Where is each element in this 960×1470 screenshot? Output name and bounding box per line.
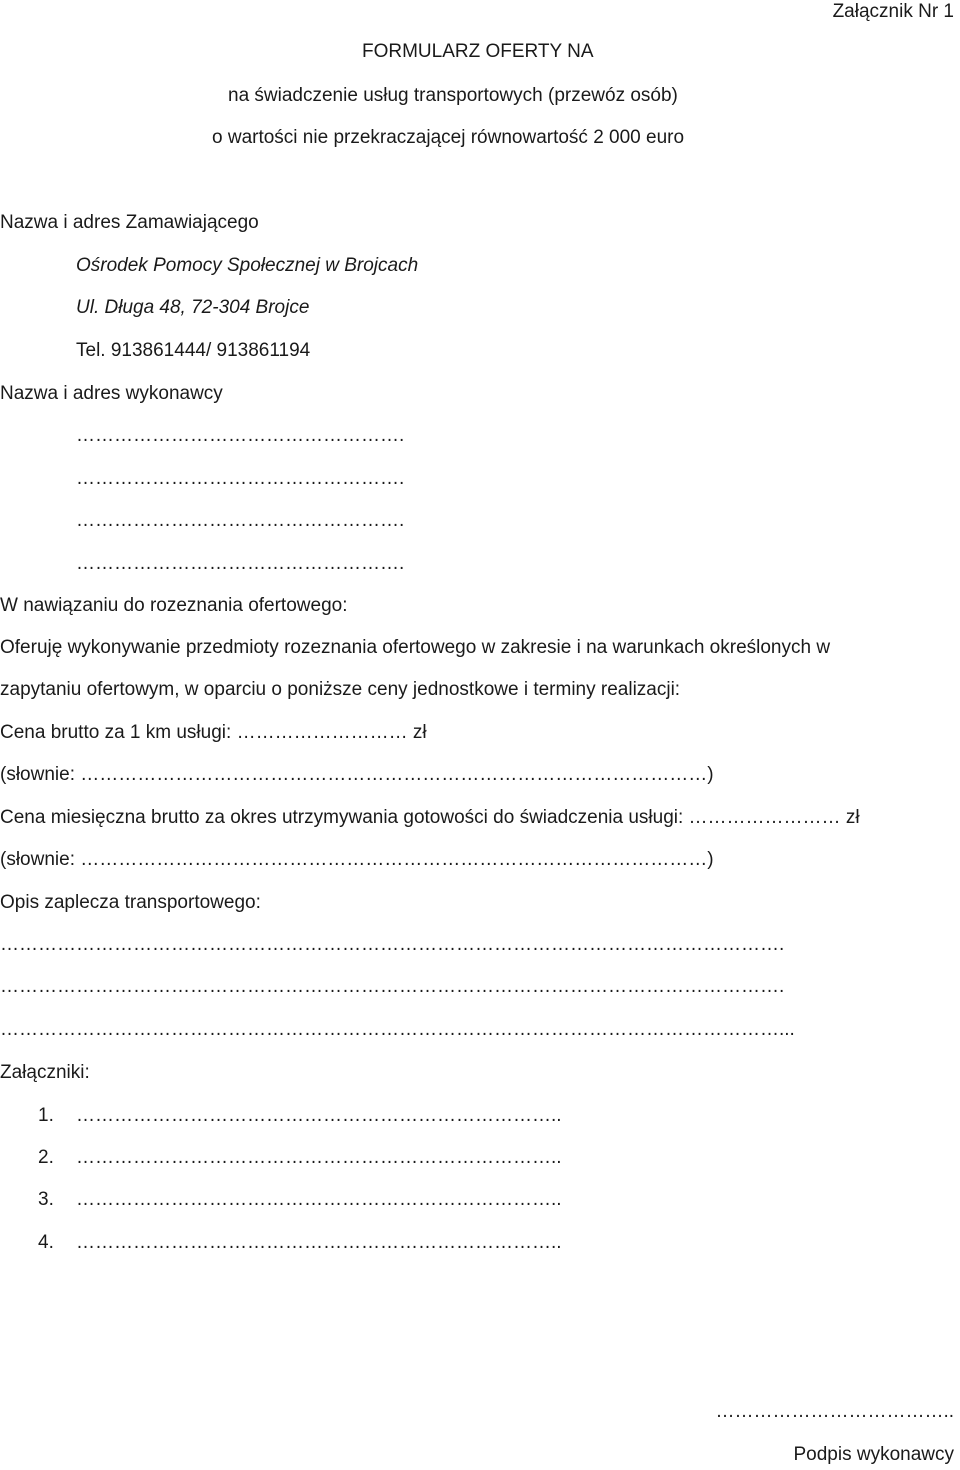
attachment-line[interactable]: ………………………………………………………………….. [76,1232,562,1253]
offer-paragraph-line: Oferuję wykonywanie przedmioty rozeznania ofertowego w zakresie i na warunkach określonych w [0,637,831,658]
contractor-line[interactable]: ……………………………………………. [76,425,405,446]
monthly-price-words[interactable]: (słownie: ………………………………………………………………………………………) [0,849,714,870]
attachment-number: 2. [38,1147,54,1168]
transport-line[interactable]: ……………………………………………………………………………………………………………... [0,1019,795,1040]
form-value-limit: o wartości nie przekraczającej równowartość 2 000 euro [212,127,685,148]
contractor-line[interactable]: ……………………………………………. [76,553,405,574]
price-per-km-words[interactable]: (słownie: ………………………………………………………………………………………) [0,764,714,785]
attachment-number: 3. [38,1189,54,1210]
form-subtitle: na świadczenie usług transportowych (przewóz osób) [228,85,678,106]
offer-intro: W nawiązaniu do rozeznania ofertowego: [0,595,348,616]
monthly-price[interactable]: Cena miesięczna brutto za okres utrzymywania gotowości do świadczenia usługi: …………………… zł [0,807,860,828]
client-phone: Tel. 913861444/ 913861194 [76,340,311,361]
form-title: FORMULARZ OFERTY NA [362,41,594,62]
signature-label: Podpis wykonawcy [793,1444,954,1465]
contractor-label: Nazwa i adres wykonawcy [0,383,223,404]
transport-line[interactable]: ……………………………………………………………………………………………………………. [0,976,785,997]
client-address: Ul. Długa 48, 72-304 Brojce [76,297,310,318]
attachment-line[interactable]: ………………………………………………………………….. [76,1189,562,1210]
attachment-line[interactable]: ………………………………………………………………….. [76,1105,562,1126]
price-per-km[interactable]: Cena brutto za 1 km usługi: ……………………… zł [0,722,427,743]
signature-line[interactable]: ……………………………….. [715,1401,954,1422]
attachments-label: Załączniki: [0,1062,90,1083]
transport-label: Opis zaplecza transportowego: [0,892,261,913]
client-name: Ośrodek Pomocy Społecznej w Brojcach [76,255,419,276]
contractor-line[interactable]: ……………………………………………. [76,510,405,531]
client-label: Nazwa i adres Zamawiającego [0,212,259,233]
attachment-label: Załącznik Nr 1 [832,1,954,22]
offer-paragraph-line: zapytaniu ofertowym, w oparciu o poniższe ceny jednostkowe i terminy realizacji: [0,679,681,700]
contractor-line[interactable]: ……………………………………………. [76,468,405,489]
attachment-number: 4. [38,1232,54,1253]
attachment-line[interactable]: ………………………………………………………………….. [76,1147,562,1168]
transport-line[interactable]: ……………………………………………………………………………………………………………. [0,934,785,955]
attachment-number: 1. [38,1105,54,1126]
